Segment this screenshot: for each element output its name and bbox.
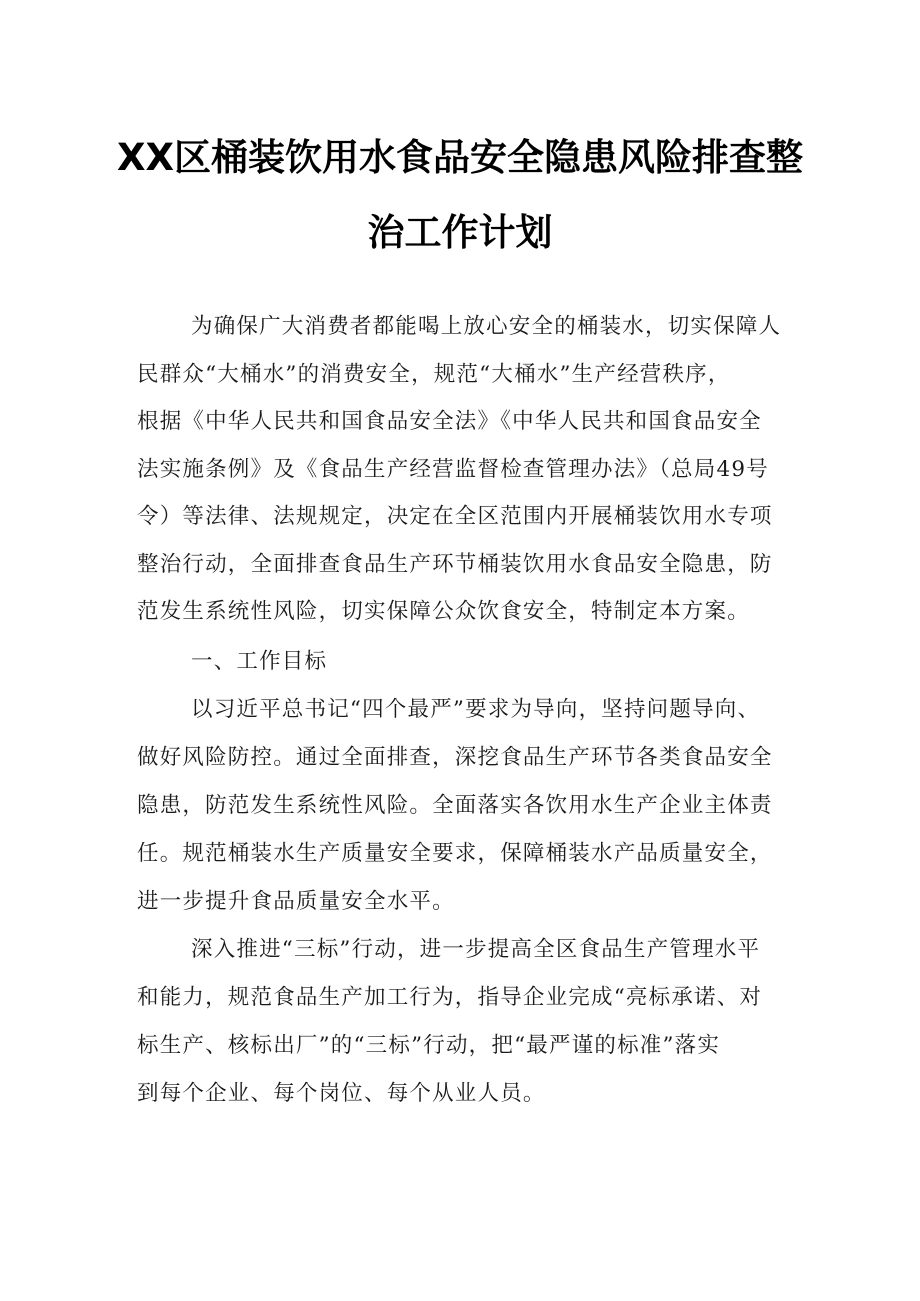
paragraph-3-line-1: 深入推进“三标”行动，进一步提高全区食品生产管理水平 bbox=[191, 937, 761, 962]
paragraph-2-line-3: 隐患，防范发生系统性风险。全面落实各饮用水生产企业主体责 bbox=[137, 793, 773, 818]
paragraph-1-line-1: 为确保广大消费者都能喝上放心安全的桶装水，切实保障人 bbox=[191, 314, 782, 339]
document-title-line-2: 治工作计划 bbox=[367, 211, 553, 254]
paragraph-1-line-2: 民群众“大桶水”的消费安全，规范“大桶水”生产经营秩序， bbox=[137, 362, 731, 387]
paragraph-2-line-2: 做好风险防控。通过全面排查，深挖食品生产环节各类食品安全 bbox=[137, 745, 773, 770]
paragraph-2-line-4: 任。规范桶装水生产质量安全要求，保障桶装水产品质量安全， bbox=[137, 841, 773, 866]
paragraph-1-line-4: 法实施条例》及《食品生产经营监督检查管理办法》（总局49号 bbox=[137, 457, 769, 482]
section-heading-work-goal: 一、工作目标 bbox=[191, 649, 328, 674]
paragraph-1-line-5: 令）等法律、法规规定，决定在全区范围内开展桶装饮用水专项 bbox=[137, 504, 773, 529]
paragraph-3-line-2: 和能力，规范食品生产加工行为，指导企业完成“亮标承诺、对 bbox=[137, 985, 763, 1010]
paragraph-3-line-3: 标生产、核标出厂”的“三标”行动，把“最严谨的标准”落实 bbox=[137, 1033, 721, 1058]
paragraph-2-line-1: 以习近平总书记“四个最严”要求为导向，坚持问题导向、 bbox=[191, 697, 761, 722]
paragraph-1-line-6: 整治行动，全面排查食品生产环节桶装饮用水食品安全隐患，防 bbox=[137, 552, 773, 577]
paragraph-2-line-5: 进一步提升食品质量安全水平。 bbox=[137, 889, 455, 914]
document-title-line-1: XX区桶装饮用水食品安全隐患风险排查整 bbox=[116, 136, 804, 179]
paragraph-1-line-3: 根据《中华人民共和国食品安全法》《中华人民共和国食品安全 bbox=[137, 409, 762, 434]
paragraph-3-line-4: 到每个企业、每个岗位、每个从业人员。 bbox=[137, 1081, 546, 1106]
paragraph-1-line-7: 范发生系统性风险，切实保障公众饮食安全，特制定本方案。 bbox=[137, 599, 750, 624]
